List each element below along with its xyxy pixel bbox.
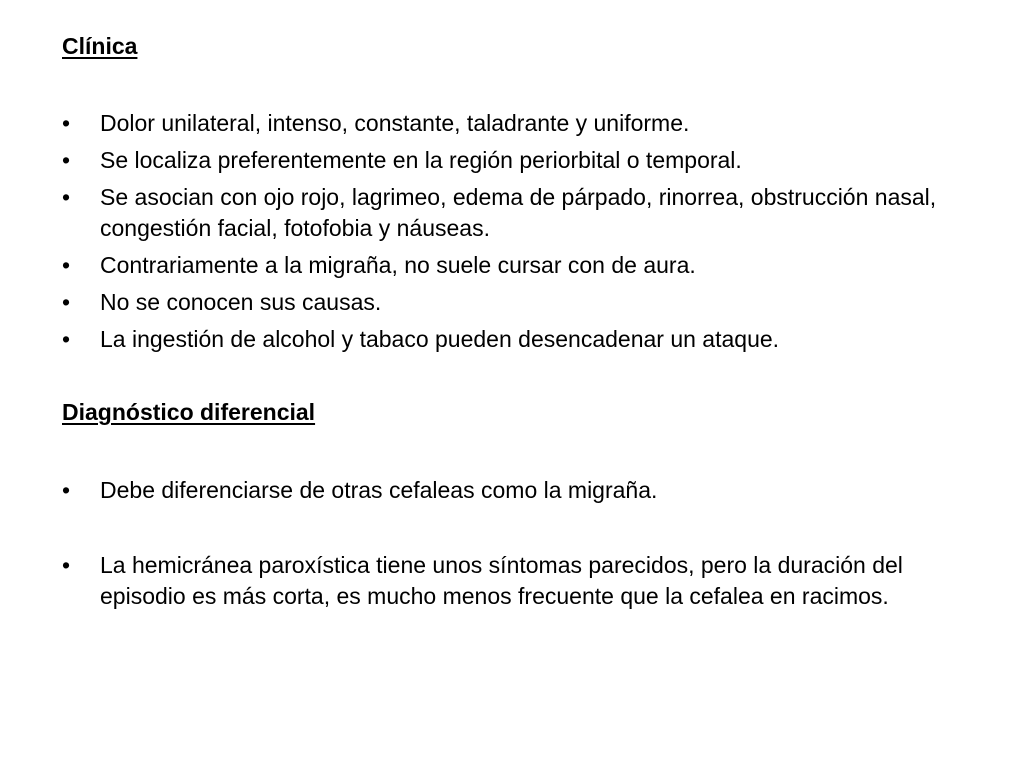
list-item-text: Contrariamente a la migraña, no suele cursar con de aura.	[100, 252, 696, 278]
clinica-bullet-list	[62, 108, 972, 361]
bullet-icon: •	[62, 326, 71, 352]
list-item-text: Se localiza preferentemente en la región periorbital o temporal.	[100, 147, 742, 173]
list-item-text: La ingestión de alcohol y tabaco pueden desencadenar un ataque.	[100, 326, 780, 352]
list-item	[62, 475, 972, 506]
list-item	[62, 108, 972, 139]
bullet-icon: •	[62, 110, 71, 136]
list-item	[62, 324, 972, 355]
list-item-text: Debe diferenciarse de otras cefaleas como la migraña.	[100, 477, 658, 503]
list-item-text: Dolor unilateral, intenso, constante, taladrante y uniforme.	[100, 110, 690, 136]
bullet-icon: •	[62, 252, 71, 278]
list-item-text: Se asocian con ojo rojo, lagrimeo, edema de párpado, rinorrea, obstrucción nasal, congestión facial, fotofobia y náuseas.	[100, 184, 937, 241]
list-item	[62, 250, 972, 281]
list-item	[62, 145, 972, 176]
section-heading-clinica: Clínica	[62, 33, 138, 59]
list-item	[62, 550, 982, 612]
list-item	[62, 287, 972, 318]
list-item-text: La hemicránea paroxística tiene unos síntomas parecidos, pero la duración del episodio es más corta, es mucho menos frecuente que la cefalea en racimos.	[100, 552, 903, 609]
list-item-text: No se conocen sus causas.	[100, 289, 382, 315]
bullet-icon: •	[62, 147, 71, 173]
bullet-icon: •	[62, 289, 71, 315]
list-item	[62, 182, 972, 244]
bullet-icon: •	[62, 184, 71, 210]
bullet-icon: •	[62, 552, 71, 578]
bullet-icon: •	[62, 477, 71, 503]
section-heading-diagnostico: Diagnóstico diferencial	[62, 399, 316, 425]
